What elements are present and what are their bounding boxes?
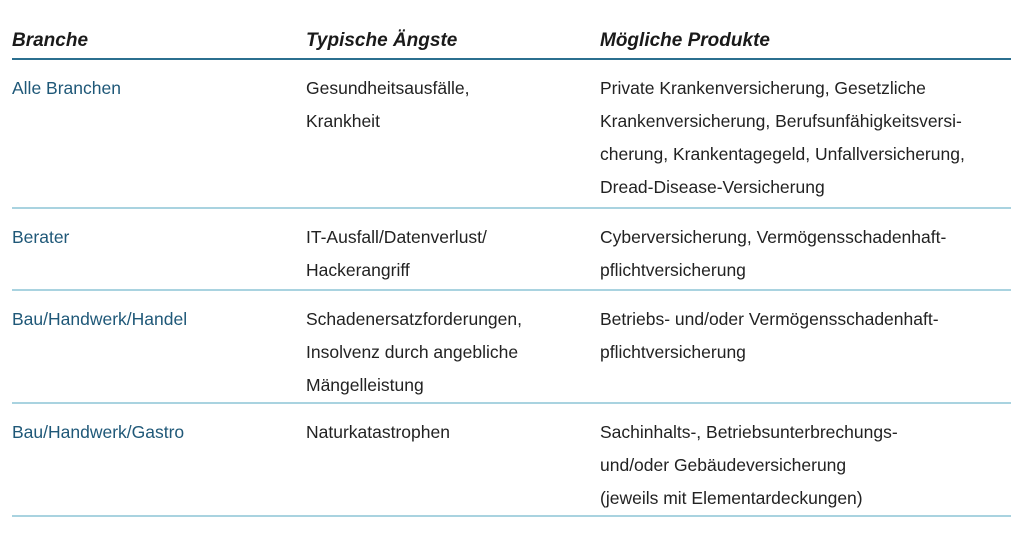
aengste-line: Mängelleistung <box>306 375 424 395</box>
header-produkte: Mögliche Produkte <box>600 30 770 51</box>
header-aengste: Typische Ängste <box>306 30 458 51</box>
header-branche: Branche <box>12 30 89 51</box>
produkte-line: cherung, Krankentagegeld, Unfallversicherung, <box>600 144 965 164</box>
cell-branche <box>12 416 306 515</box>
aengste-line: Naturkatastrophen <box>306 422 450 442</box>
branche-text: Berater <box>12 227 70 247</box>
aengste-line: Gesundheitsausfälle, <box>306 78 470 98</box>
cell-aengste <box>306 221 600 289</box>
table-row <box>12 60 1011 209</box>
cell-aengste <box>306 303 600 402</box>
aengste-line: Insolvenz durch angebliche <box>306 342 519 362</box>
produkte-line: und/oder Gebäudeversicherung <box>600 455 847 475</box>
cell-aengste <box>306 72 600 207</box>
cell-produkte <box>600 72 1011 207</box>
aengste-line: IT-Ausfall/Datenverlust/ <box>306 227 487 247</box>
produkte-line: pflichtversicherung <box>600 260 746 280</box>
branche-text: Alle Branchen <box>12 78 121 98</box>
cell-branche <box>12 221 306 289</box>
produkte-line: Sachinhalts-, Betriebsunterbrechungs- <box>600 422 898 442</box>
cell-produkte <box>600 221 1011 289</box>
produkte-line: Cyberversicherung, Vermögensschadenhaft- <box>600 227 947 247</box>
produkte-line: (jeweils mit Elementardeckungen) <box>600 488 863 508</box>
cell-produkte <box>600 303 1011 402</box>
table-row <box>12 291 1011 404</box>
branche-text: Bau/Handwerk/Handel <box>12 309 188 329</box>
table-row <box>12 209 1011 291</box>
aengste-line: Schadenersatzforderungen, <box>306 309 522 329</box>
cell-produkte <box>600 416 1011 515</box>
table-header <box>12 22 1011 60</box>
table-row <box>12 404 1011 517</box>
cell-branche <box>12 72 306 207</box>
insurance-table <box>12 22 1011 517</box>
cell-aengste <box>306 416 600 515</box>
aengste-line: Hackerangriff <box>306 260 410 280</box>
produkte-line: Dread-Disease-Versicherung <box>600 177 825 197</box>
aengste-line: Krankheit <box>306 111 380 131</box>
produkte-line: pflichtversicherung <box>600 342 746 362</box>
produkte-line: Private Krankenversicherung, Gesetzliche <box>600 78 926 98</box>
branche-text: Bau/Handwerk/Gastro <box>12 422 185 442</box>
produkte-line: Krankenversicherung, Berufsunfähigkeitsversi- <box>600 111 962 131</box>
produkte-line: Betriebs- und/oder Vermögensschadenhaft- <box>600 309 939 329</box>
cell-branche <box>12 303 306 402</box>
